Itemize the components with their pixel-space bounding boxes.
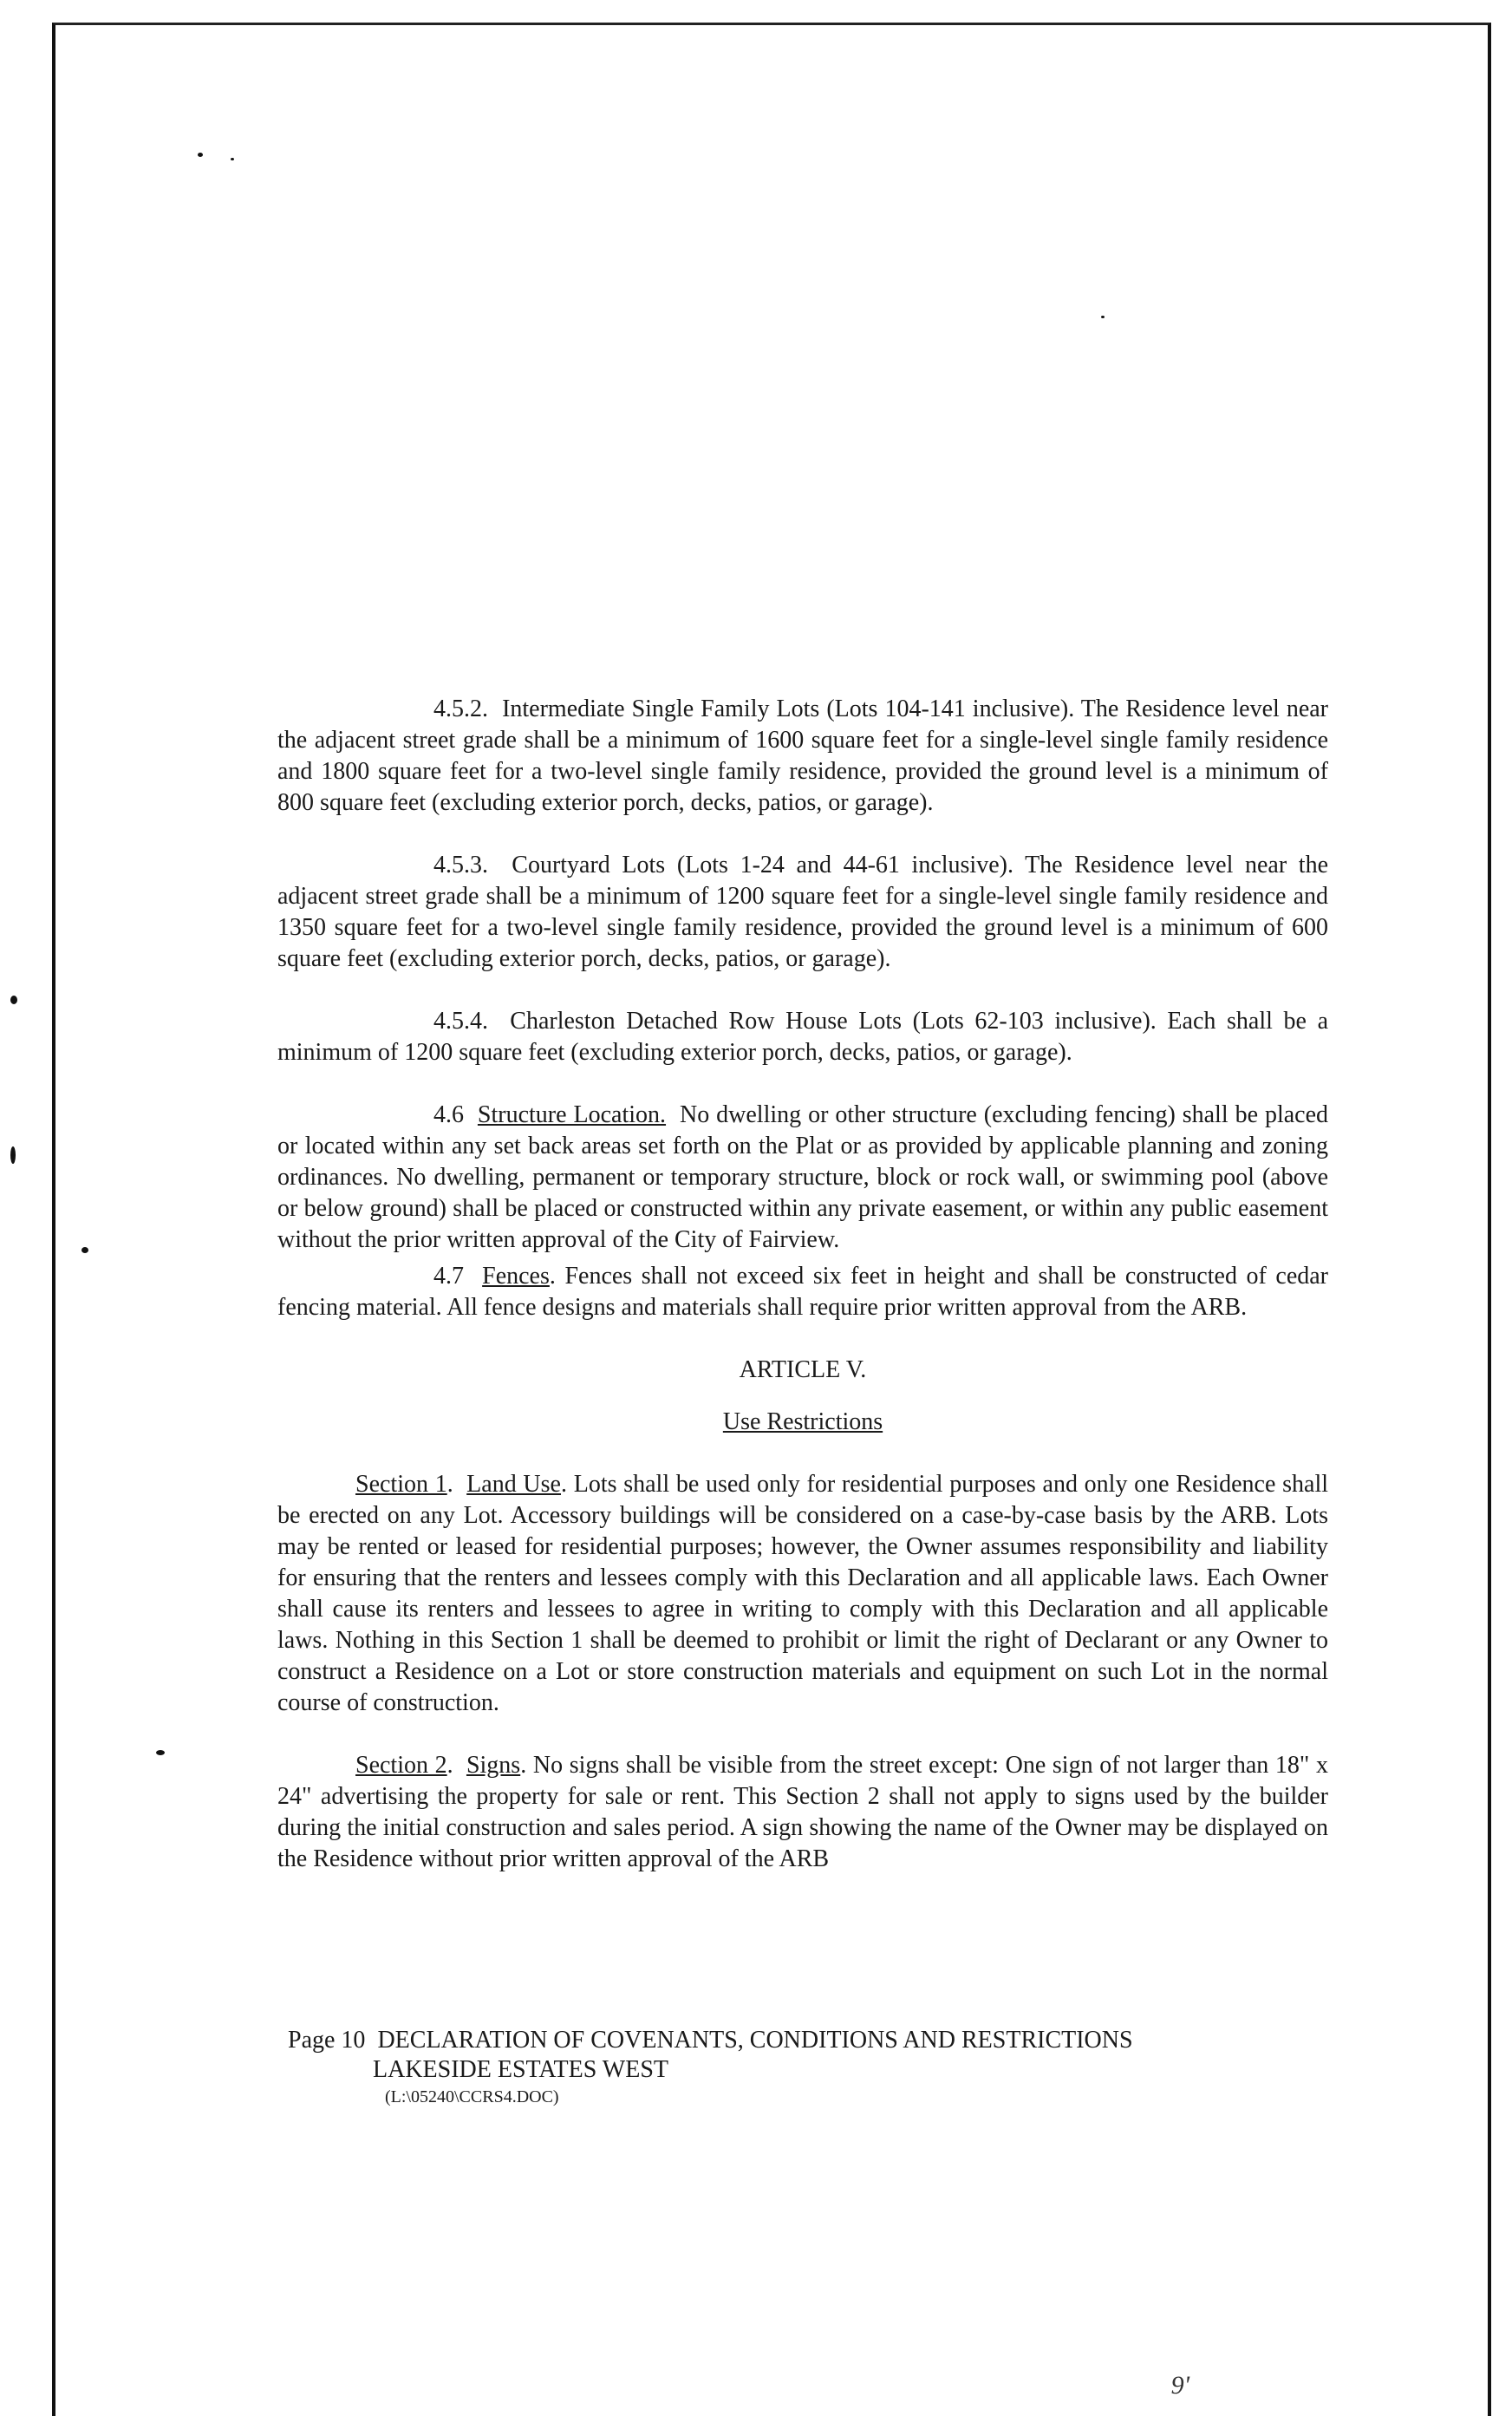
- section-number: 4.5.2.: [433, 696, 488, 722]
- section-title: Land Use: [466, 1471, 561, 1498]
- scan-speck: [198, 153, 203, 157]
- section-1-land-use: Section 1. Land Use. Lots shall be used only for residential purposes and only one Residence shall be erected on any Lot. Accessory buildings will be considered on a case-by-case basis by the ARB. Lots may be rented or leased for residential purposes; however, the Owner assumes responsibility and liability for ensuring that the renters and lessees comply with this Declaration and all applicable laws. Each Owner shall cause its renters and lessees to agree in writing to comply with this Declaration and all applicable laws. Nothing in this Section 1 shall be deemed to prohibit or limit the right of Declarant or any Owner to construct a Residence on a Lot or store construction materials and equipment on such Lot in the normal course of construction.: [277, 1471, 1328, 1716]
- section-text: . No signs shall be visible from the street except: One sign of not larger than 18" x 24" advertising the property for sale or rent. This Section 2 shall not apply to signs used by the builder during the initial construction and sales period. A sign showing the name of the Owner may be displayed on the Residence without prior written approval of the ARB: [277, 1752, 1328, 1872]
- scan-speck: [10, 996, 17, 1004]
- section-label: Section 2: [355, 1752, 447, 1779]
- section-title: Signs: [466, 1752, 521, 1779]
- section-title: Structure Location.: [477, 1101, 667, 1128]
- scan-speck: [1101, 316, 1105, 318]
- section-number: 4.5.4.: [433, 1008, 488, 1035]
- section-number: 4.6: [433, 1101, 464, 1128]
- scan-speck: [10, 1146, 16, 1164]
- section-title: Fences: [482, 1263, 550, 1290]
- corner-mark: 9': [1170, 2371, 1189, 2400]
- section-4-5-4: [277, 1006, 1328, 1068]
- section-text: . Lots shall be used only for residential purposes and only one Residence shall be erected on any Lot. Accessory buildings will be considered on a case-by-case basis by the ARB. Lots may be rented or leased for residential purposes; however, the Owner assumes responsibility and liability for ensuring that the renters and lessees comply with this Declaration and all applicable laws. Each Owner shall cause its renters and lessees to agree in writing to comply with this Declaration and all applicable laws. Nothing in this Section 1 shall be deemed to prohibit or limit the right of Declarant or any Owner to construct a Residence on a Lot or store construction materials and equipment on such Lot in the normal course of construction.: [277, 1471, 1328, 1716]
- page-footer: [288, 2026, 1133, 2109]
- scan-speck: [81, 1247, 88, 1253]
- section-label: Section 1: [355, 1471, 447, 1498]
- section-text: Courtyard Lots (Lots 1-24 and 44-61 inclusive). The Residence level near the adjacent street grade shall be a minimum of 1200 square feet for a single-level single family residence and 1350 square feet for a two-level single family residence, provided the ground level is a minimum of 600 square feet (excluding exterior porch, decks, patios, or garage).: [277, 852, 1328, 972]
- page-number: Page 10: [288, 2027, 366, 2054]
- file-reference: (L:\05240\CCRS4.DOC): [385, 2087, 559, 2106]
- section-4-5-3: [277, 850, 1328, 975]
- scan-speck: [156, 1750, 165, 1755]
- section-2-signs: Section 2. Signs. No signs shall be visible from the street except: One sign of not larger than 18" x 24" advertising the property for sale or rent. This Section 2 shall not apply to signs used by the builder during the initial construction and sales period. A sign showing the name of the Owner may be displayed on the Residence without prior written approval of the ARB: [277, 1752, 1328, 1872]
- scan-speck: [231, 158, 234, 160]
- document-subtitle: LAKESIDE ESTATES WEST: [373, 2056, 669, 2083]
- document-title: DECLARATION OF COVENANTS, CONDITIONS AND RESTRICTIONS: [377, 2027, 1133, 2054]
- section-text: . Fences shall not exceed six feet in height and shall be constructed of cedar fencing material. All fence designs and materials shall require prior written approval from the ARB.: [277, 1263, 1328, 1321]
- section-number: 4.7: [433, 1263, 464, 1290]
- article-subheading: Use Restrictions: [722, 1408, 883, 1435]
- article-heading: ARTICLE V.: [739, 1356, 867, 1383]
- document-body: [277, 694, 1328, 1906]
- section-text: Charleston Detached Row House Lots (Lots 62-103 inclusive). Each shall be a minimum of 1200 square feet (excluding exterior porch, decks, patios, or garage).: [277, 1008, 1329, 1066]
- section-4-7: [277, 1261, 1328, 1323]
- footer-line-1: [288, 2026, 1133, 2055]
- section-number: 4.5.3.: [433, 852, 488, 878]
- section-text: No dwelling or other structure (excluding fencing) shall be placed or located within any set back areas set forth on the Plat or as provided by applicable planning and zoning ordinances. No dwelling, permanent or temporary structure, block or rock wall, or swimming pool (above or below ground) shall be placed or constructed within any private easement, or within any public easement without the prior written approval of the City of Fairview.: [277, 1101, 1329, 1253]
- section-4-5-2: [277, 694, 1328, 819]
- section-text: Intermediate Single Family Lots (Lots 104-141 inclusive). The Residence level near the adjacent street grade shall be a minimum of 1600 square feet for a single-level single family residence and 1800 square feet for a two-level single family residence, provided the ground level is a minimum of 800 square feet (excluding exterior porch, decks, patios, or garage).: [277, 696, 1328, 816]
- section-4-6: [277, 1100, 1328, 1256]
